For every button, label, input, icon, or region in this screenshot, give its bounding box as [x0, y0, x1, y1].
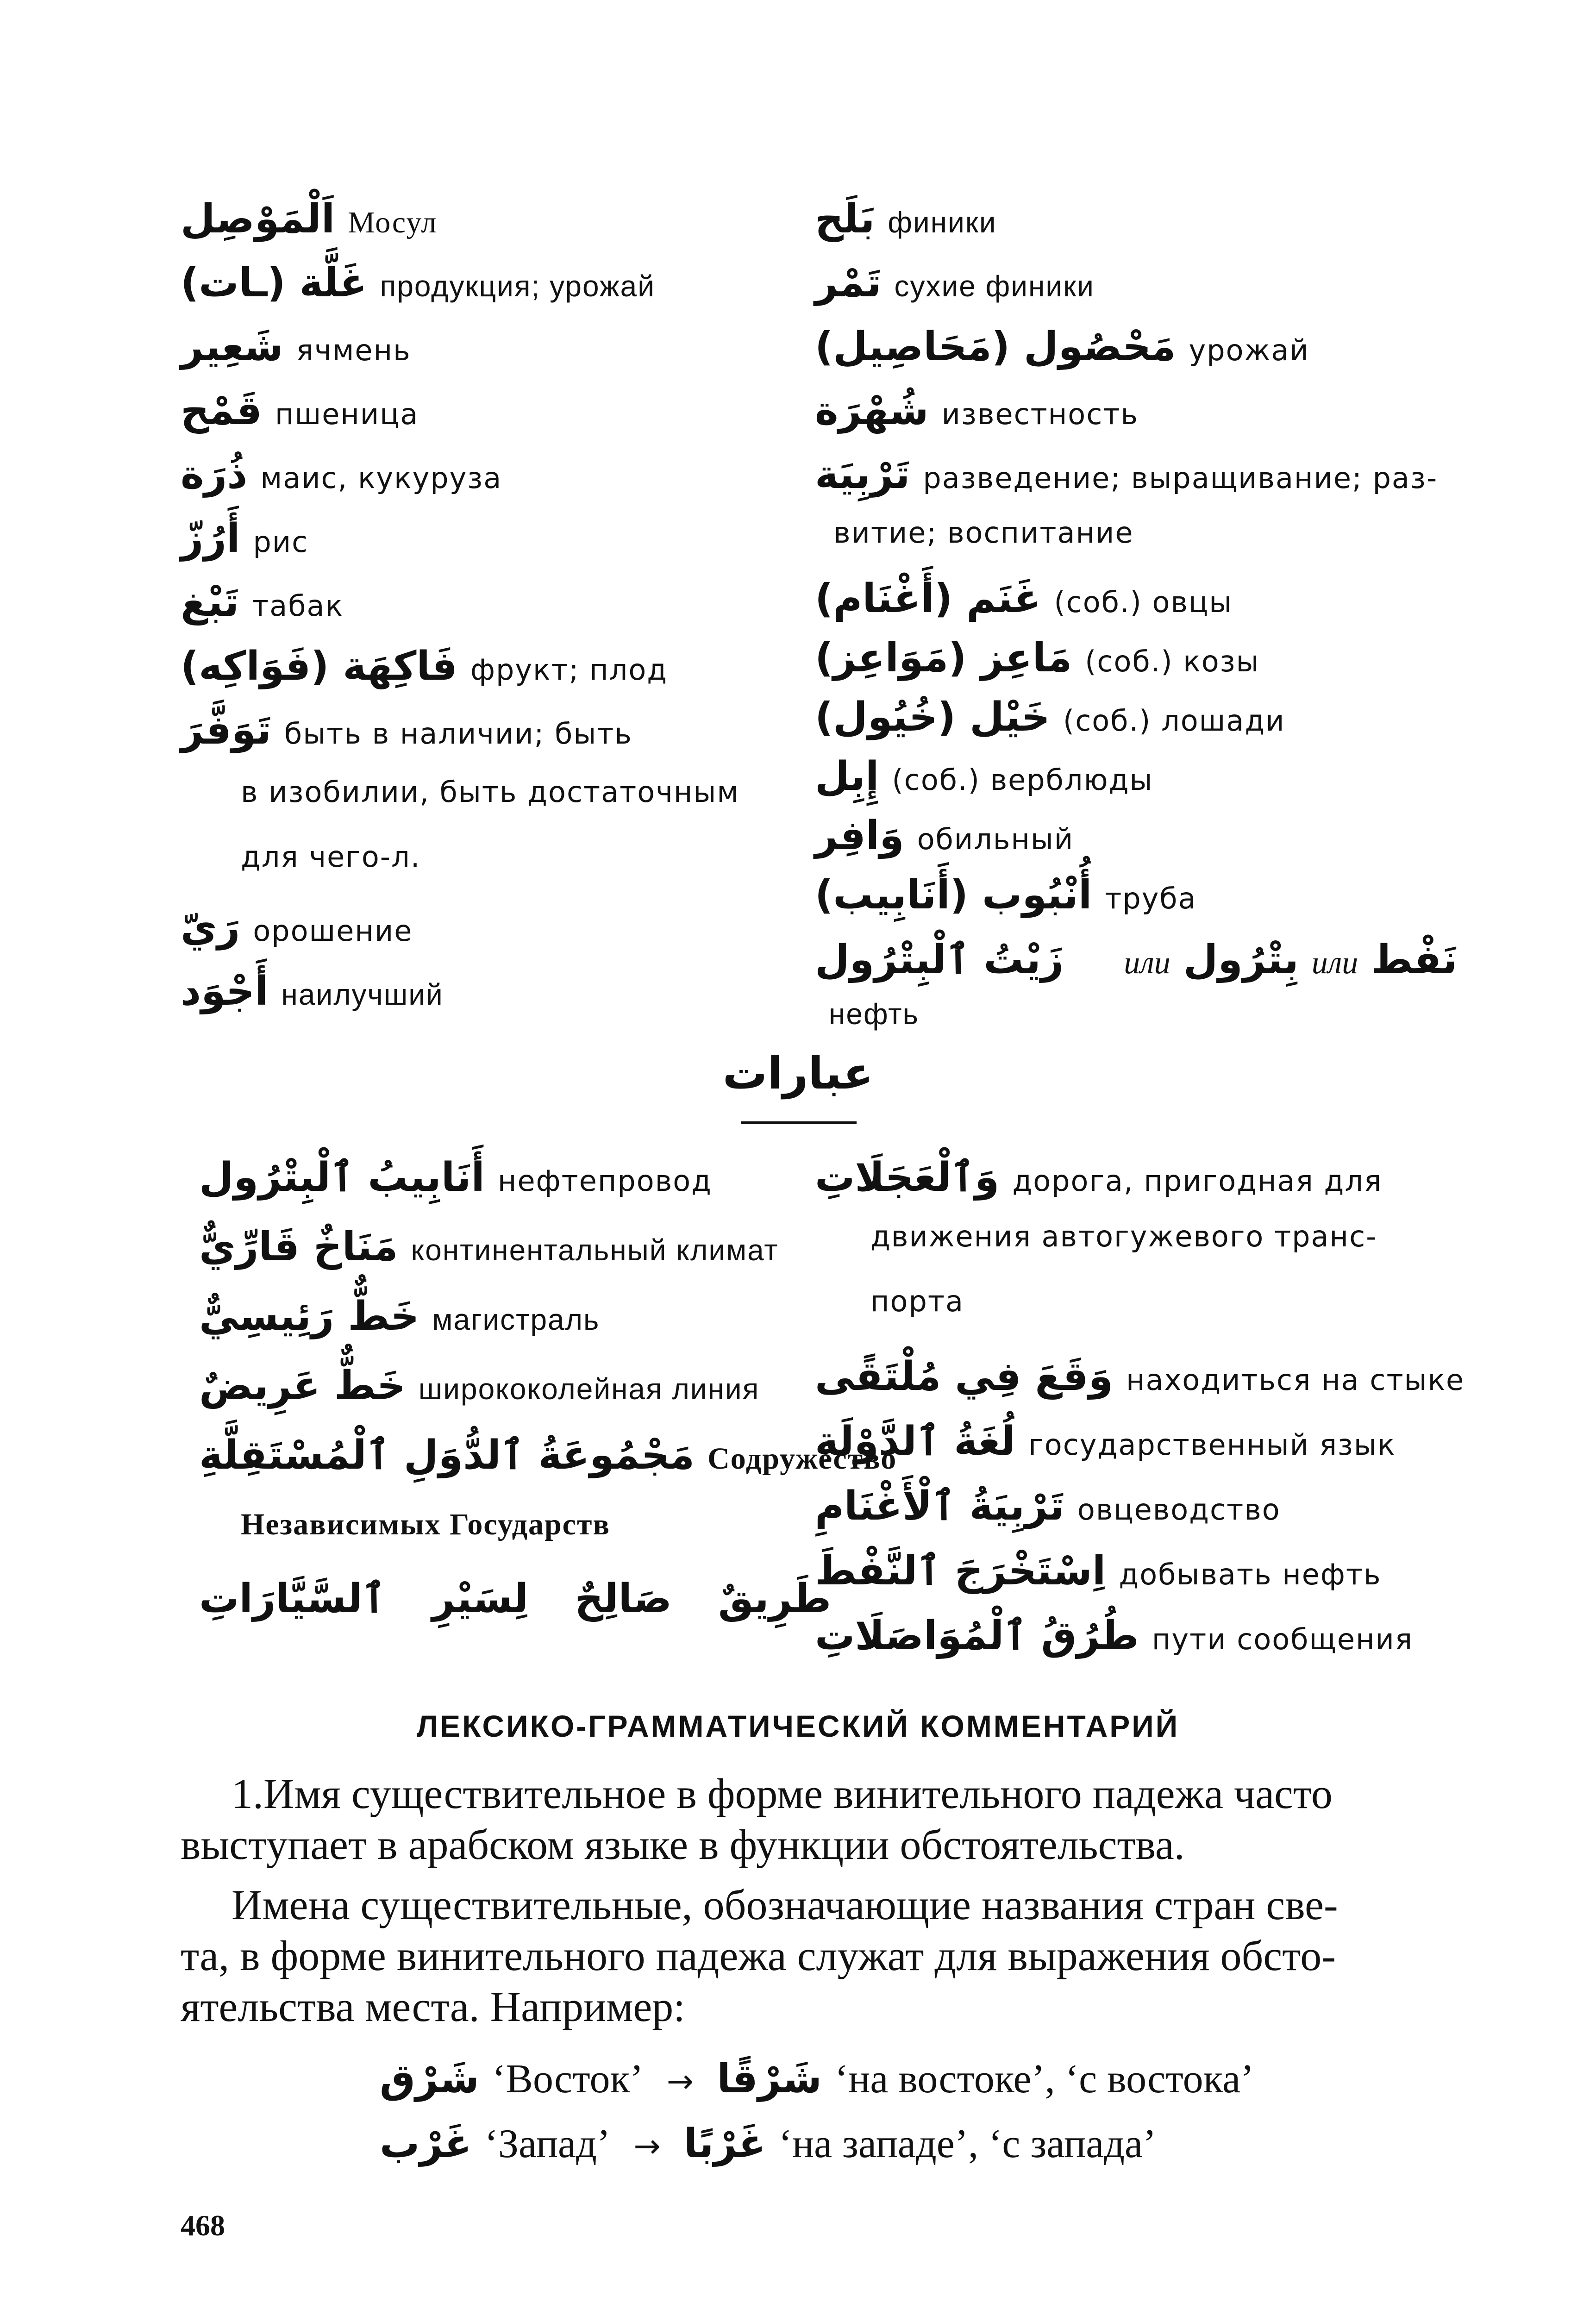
arabic-phrase: خَطٌّ رَئِيسِيٌّ	[199, 1293, 419, 1339]
phrase-left-entry	[199, 1224, 779, 1270]
arabic-word: نَفْط	[1371, 937, 1458, 983]
translation-continuation: в изобилии, быть достаточным	[241, 775, 740, 809]
vocab-right-entry	[815, 324, 1309, 370]
russian-translation: Содружество	[707, 1442, 897, 1476]
russian-translation: обильный	[917, 822, 1074, 856]
russian-translation: разведение; выращивание; раз-	[923, 461, 1438, 495]
russian-translation: добывать нефть	[1119, 1558, 1382, 1591]
russian-translation: магистраль	[432, 1303, 600, 1336]
example-gloss: ‘Восток’	[492, 2057, 644, 2102]
vocab-right-entry	[815, 753, 1153, 800]
arabic-word: أُنْبُوب (أَنَابِيب)	[815, 872, 1092, 918]
arabic-phrase: مَنَاخٌ قَارِّيٌّ	[199, 1224, 398, 1270]
arabic-phrase: تَرْبِيَةُ ٱلْأَغْنَامِ	[815, 1483, 1064, 1529]
arabic-phrase: وَٱلْعَجَلَاتِ	[815, 1154, 1000, 1201]
translation-continuation: витие; воспитание	[833, 516, 1134, 550]
russian-translation: нефть	[829, 997, 919, 1031]
russian-translation: государственный язык	[1028, 1428, 1396, 1462]
russian-translation: известность	[941, 397, 1139, 431]
russian-translation: урожай	[1189, 333, 1309, 367]
russian-translation: маис, кукуруза	[260, 461, 502, 495]
russian-translation: продукция; урожай	[380, 269, 655, 303]
arabic-word: مَاعِز (مَوَاعِز)	[815, 635, 1072, 681]
phrase-right-entry	[815, 1613, 1414, 1659]
vocab-right-entry	[815, 872, 1197, 918]
arabic-word: غَلَّة (ـات)	[181, 260, 367, 306]
russian-translation: труба	[1105, 882, 1197, 915]
arabic-word: غَرْبًا	[683, 2121, 766, 2167]
russian-translation: нефтепровод	[497, 1164, 713, 1198]
arabic-word: خَيْل (خُيُول)	[815, 694, 1051, 740]
russian-translation: пути сообщения	[1152, 1622, 1414, 1656]
vocab-left-entry	[181, 388, 419, 434]
translation-continuation: для чего-л.	[241, 840, 421, 874]
russian-translation: финики	[888, 206, 997, 239]
translation-continuation: Независимых Государств	[241, 1508, 611, 1541]
arabic-word: إِبِل	[815, 753, 879, 800]
vocab-right-entry	[815, 196, 997, 242]
arabic-phrase: وَقَعَ فِي مُلْتَقًى	[815, 1353, 1114, 1400]
russian-translation: табак	[252, 589, 344, 623]
phrase-left-entry	[199, 1293, 600, 1339]
vocab-right-entry	[815, 388, 1139, 434]
phrase-right-entry	[815, 1418, 1396, 1464]
russian-translation: ширококолейная линия	[418, 1372, 760, 1406]
vocab-right-entry	[815, 451, 1438, 498]
arabic-word: غَنَم (أَغْنَام)	[815, 576, 1041, 622]
phrase-right-entry	[815, 1548, 1382, 1594]
paragraph-line: ятельства места. Например:	[181, 1983, 685, 2030]
arabic-word: اَلْمَوْصِل	[181, 196, 335, 242]
arabic-word: رَيّ	[181, 904, 240, 951]
arabic-phrase: لُغَةُ ٱلدَّوْلَةِ	[815, 1418, 1016, 1464]
arabic-word: شَعِير	[181, 324, 283, 370]
russian-translation: ячмень	[296, 333, 411, 367]
arabic-word: بِتْرُول	[1183, 937, 1299, 983]
arabic-word: أَرُزّ	[181, 515, 240, 562]
example-gloss: ‘на западе’, ‘с запада’	[778, 2121, 1157, 2166]
phrase-left-entry	[199, 1154, 713, 1201]
arabic-phrase: خَطٌّ عَرِيضٌ	[199, 1363, 406, 1409]
vocab-right-entry	[815, 260, 1095, 306]
phrase-left-entry	[199, 1432, 897, 1478]
russian-translation: (соб.) козы	[1085, 644, 1260, 678]
vocab-left-entry	[181, 451, 502, 498]
arabic-phrase: مَجْمُوعَةُ ٱلدُّوَلِ ٱلْمُسْتَقِلَّةِ	[199, 1432, 695, 1478]
example-gloss: ‘Запад’	[484, 2121, 611, 2166]
arabic-word: وَافِر	[815, 813, 904, 859]
arabic-phrase: اِسْتَخْرَجَ ٱلنَّفْطَ	[815, 1548, 1106, 1594]
phrase-road	[199, 1576, 832, 1622]
russian-translation: пшеница	[275, 397, 419, 431]
arabic-word: تَوَفَّرَ	[181, 707, 272, 753]
vocab-right-entry	[815, 694, 1285, 740]
paragraph-line: Имена существительные, обозначающие названия стран све-	[232, 1881, 1338, 1928]
russian-translation: (соб.) верблюды	[892, 763, 1153, 797]
phrase-left-entry	[199, 1363, 760, 1409]
vocab-right-entry	[815, 576, 1233, 622]
russian-translation: орошение	[253, 914, 413, 948]
vocab-left-entry	[181, 643, 668, 689]
russian-translation: находиться на стыке	[1126, 1363, 1465, 1397]
vocab-left-entry	[181, 707, 632, 753]
example-gloss: ‘на востоке’, ‘с востока’	[834, 2057, 1254, 2102]
russian-translation: рис	[253, 525, 309, 559]
oil-synonyms-line	[815, 937, 1458, 983]
arabic-word: ذُرَة	[181, 451, 248, 498]
arabic-word: تَبْغ	[181, 579, 239, 626]
vocab-left-entry	[181, 196, 438, 242]
phrase-right-entry	[815, 1483, 1281, 1529]
or-word: или	[1311, 945, 1358, 981]
russian-translation: (соб.) лошади	[1063, 704, 1285, 738]
russian-translation: континентальный климат	[411, 1233, 779, 1267]
paragraph-line: та, в форме винительного падежа служат для выражения обсто-	[181, 1932, 1336, 1979]
vocab-right-entry	[815, 635, 1260, 681]
arabic-word: شُهْرَة	[815, 388, 929, 434]
arabic-word: تَرْبِيَة	[815, 451, 910, 498]
arabic-word: فَاكِهَة (فَوَاكِه)	[181, 643, 457, 689]
arabic-word: غَرْب	[380, 2121, 472, 2167]
russian-translation: быть в наличии; быть	[284, 717, 632, 751]
paragraph-line: выступает в арабском языке в функции обстоятельства.	[181, 1821, 1185, 1868]
vocab-left-entry	[181, 260, 655, 306]
arrow-icon: →	[666, 2062, 694, 2100]
section-heading: ЛЕКСИКО-ГРАММАТИЧЕСКИЙ КОММЕНТАРИЙ	[416, 1709, 1180, 1743]
phrase-right-entry	[815, 1154, 1383, 1201]
russian-translation: Мосул	[348, 206, 438, 239]
vocab-left-entry	[181, 324, 411, 370]
phrase-right-entry	[815, 1353, 1465, 1400]
russian-translation: дорога, пригодная для	[1012, 1164, 1383, 1198]
arabic-word: قَمْح	[181, 388, 262, 434]
arabic-phrase: طَرِيقٌ صَالِحٌ لِسَيْرِ ٱلسَّيَّارَاتِ	[199, 1576, 832, 1622]
arabic-word: شَرْقًا	[717, 2056, 822, 2102]
example-row	[380, 2121, 1156, 2167]
vocab-right-entry	[815, 813, 1074, 859]
vocab-left-entry	[181, 515, 309, 562]
paragraph-line: 1.Имя существительное в форме винительного падежа часто	[232, 1770, 1333, 1817]
title-underline	[741, 1121, 857, 1124]
arabic-word: شَرْق	[380, 2056, 479, 2102]
section-title: عبارات	[722, 1047, 874, 1099]
arabic-word: بَلَح	[815, 196, 875, 242]
vocab-left-entry	[181, 579, 344, 626]
arabic-word: أَجْوَد	[181, 968, 269, 1014]
arabic-phrase: طُرُقُ ٱلْمُوَاصَلَاتِ	[815, 1613, 1139, 1659]
russian-translation: наилучший	[281, 978, 444, 1011]
arabic-word: تَمْر	[815, 260, 882, 306]
russian-translation: сухие финики	[894, 269, 1095, 303]
russian-translation: (соб.) овцы	[1054, 585, 1233, 619]
page-number: 468	[181, 2209, 225, 2242]
or-word: или	[1124, 945, 1170, 981]
arabic-word: زَيْتُ ٱلْبِتْرُول	[815, 937, 1064, 983]
arabic-phrase: أَنَابِيبُ ٱلْبِتْرُول	[199, 1154, 485, 1201]
arabic-word: مَحْصُول (مَحَاصِيل)	[815, 324, 1176, 370]
example-row	[380, 2056, 1254, 2102]
vocab-left-entry	[181, 968, 444, 1014]
russian-translation: овцеводство	[1077, 1493, 1281, 1527]
vocab-left-entry	[181, 904, 413, 951]
arrow-icon: →	[633, 2127, 661, 2165]
russian-translation: фрукт; плод	[470, 653, 668, 687]
translation-continuation: порта	[870, 1284, 964, 1318]
translation-continuation: движения автогужевого транс-	[870, 1220, 1377, 1253]
